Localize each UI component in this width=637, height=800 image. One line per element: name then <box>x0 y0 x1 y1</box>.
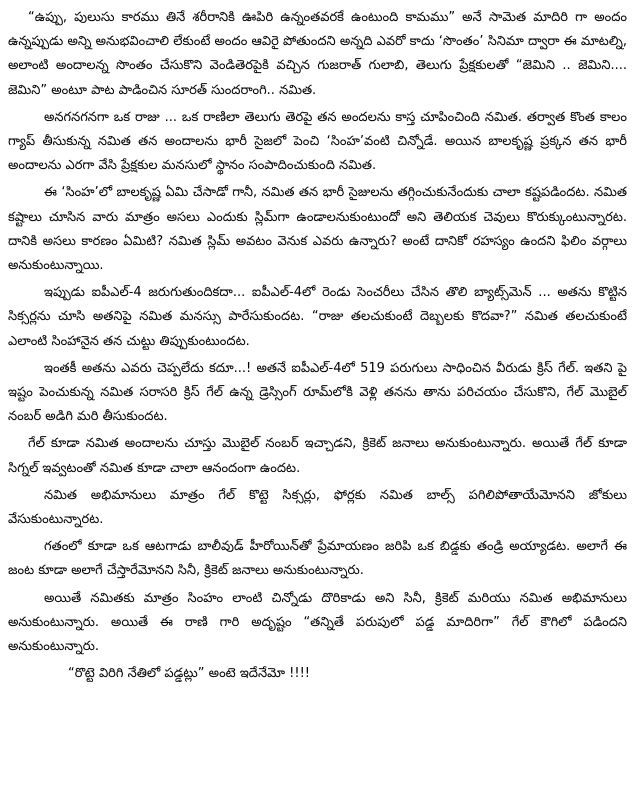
paragraph-8: గతంలో కూడా ఒక ఆటగాడు బాలీవుడ్ హీరోయిన్‌తో ప్రేమాయణం జరిపి ఒక బిడ్డకు తండ్రి అయ్యాడట. అలాగే ఈ జంట కూడా అలాగే చేస్తారేమోనని సినీ, క్రికెట్ జనాలు అనుకుంటున్నారు. <box>8 539 627 579</box>
paragraph-4: ఇప్పుడు ఐపీఎల్-4 జరుగుతుందికదా... ఐపీఎల్-4లో రెండు సెంచరీలు చేసిన తొలి బ్యాట్స్‌మెన్ ... అతను కొట్టిన సిక్సర్లను చూసి అతనిపై నమిత మనస్సు పారేసుకుందట. “రాజు తలచుకుంటే దెబ్బలకు కొదవా?” నమిత తలచుకుంటే ఎలాంటి సింహానైన తన చుట్టు తిప్పుకుంటుందట. <box>8 285 627 349</box>
paragraph-10: “రొట్టె విరిగి నేతిలో పడ్డట్లు” అంటె ఇదేనేమో !!!! <box>68 666 310 682</box>
paragraph-6: గేల్ కూడా నమిత అందాలను చూస్తు మొబైల్ నంబర్ ఇచ్చాడని, క్రికెట్ జనాలు అనుకుంటున్నారు. అయితే గేల్ కూడా సిగ్నల్ ఇవ్వటంతో నమిత కూడా చాలా ఆనందంగా ఉందట. <box>8 436 627 476</box>
paragraph-3: ఈ ‘సింహ’లో బాలకృష్ణ ఏమి చేసాడో గానీ, నమిత తన భారీ సైజులను తగ్గించుకునేందుకు చాలా కష్టపడిందట. నమిత కష్టాలు చూసిన వారు మాత్రం అసలు ఎందుకు స్లిమ్‌గా ఉండాలనుకుంటుందో అని తెలియక చెవులు కొరుక్కుంటున్నారట. దానికి అసలు కారణం ఏమిటి? నమిత స్లిమ్ అవటం వెనుక ఎవరు ఉన్నారు? అంటే దానికో రహస్యం ఉందని ఫిలిం వర్గాలు అనుకుంటున్నాయి. <box>8 185 627 274</box>
paragraph-2: అనగనగనగా ఒక రాజు ... ఒక రాణిలా తెలుగు తెరపై తన అందలను కాస్త చూపించింది నమిత. తర్వాత కొంత కాలం గ్యాప్ తీసుకున్న నమిత తన అందాలను భారీ సైజలో పెంచి ‘సింహ’వంటి చిన్నోడే. అయిన బాలకృష్ణ ప్రక్కన తన భారీ అందాలను ఎరగా వేసి ప్రేక్షకుల మనసులో స్థానం సంపాదించుకుంది నమిత. <box>8 109 627 174</box>
paragraph-5: ఇంతకీ అతను ఎవరు చెప్పలేదు కదూ...! అతనే ఐపీఎల్-4లో 519 పరుగులు సాధించిన వీరుడు క్రిస్ గేల్. ఇతని పై ఇష్టం పెంచుకున్న నమిత సరాసరి క్రిస్ గేల్ ఉన్న డ్రెస్సింగ్ రూమ్‌లోకి వెళ్లి తనను తాను పరిచయం చేసుకొని, గేల్ మొబైల్ నంబర్ అడిగి మరి తీసుకుందట. <box>8 360 627 425</box>
paragraph-9: అయితే నమితకు మాత్రం సింహం లాంటి చిన్నోడు దొరికాడు అని సినీ, క్రికెట్ మరియు నమిత అభిమానులు అనుకుంటున్నారు. అయితే ఈ రాణి గారి అదృష్టం “తన్నితే పరుపులో పడ్డ మాదిరిగా” గేల్ కౌగిలో పడిందని అనుకుంటున్నారు. <box>8 590 627 655</box>
paragraph-1: “ఉప్పు, పులుసు కారము తినే శరీరానికి ఊపిరి ఉన్నంతవరకే ఉంటుంది కామము” అనే సామెత మాదిరి గా అందం ఉన్నప్పుడు అన్ని అనుభవించాలి లేకుంటే అందం ఆవిరై పోతుందని అన్నది ఎవరో కాదు ‘సొంతం’ సినిమా ద్వారా ఈ మాటల్ని, అలాంటి అందాలన్న సొంతం చేసుకొని వెండితెరపైకి వచ్చిన గుజరాత్ గులాబి, తెలుగు ప్రేక్షకులతో “జెమిని .. జెమిని.... జెమిని” అంటూ పాట పాడించిన సూరత్ సుందరాంగి.. నమిత. <box>8 10 627 98</box>
paragraph-7: నమిత అభిమానులు మాత్రం గేల్ కొట్టె సిక్సర్లు, ఫోర్లకు నమిత బాల్స్ పగిలిపోతాయేమోనని జోకులు వేసుకుంటున్నారట. <box>8 487 627 528</box>
